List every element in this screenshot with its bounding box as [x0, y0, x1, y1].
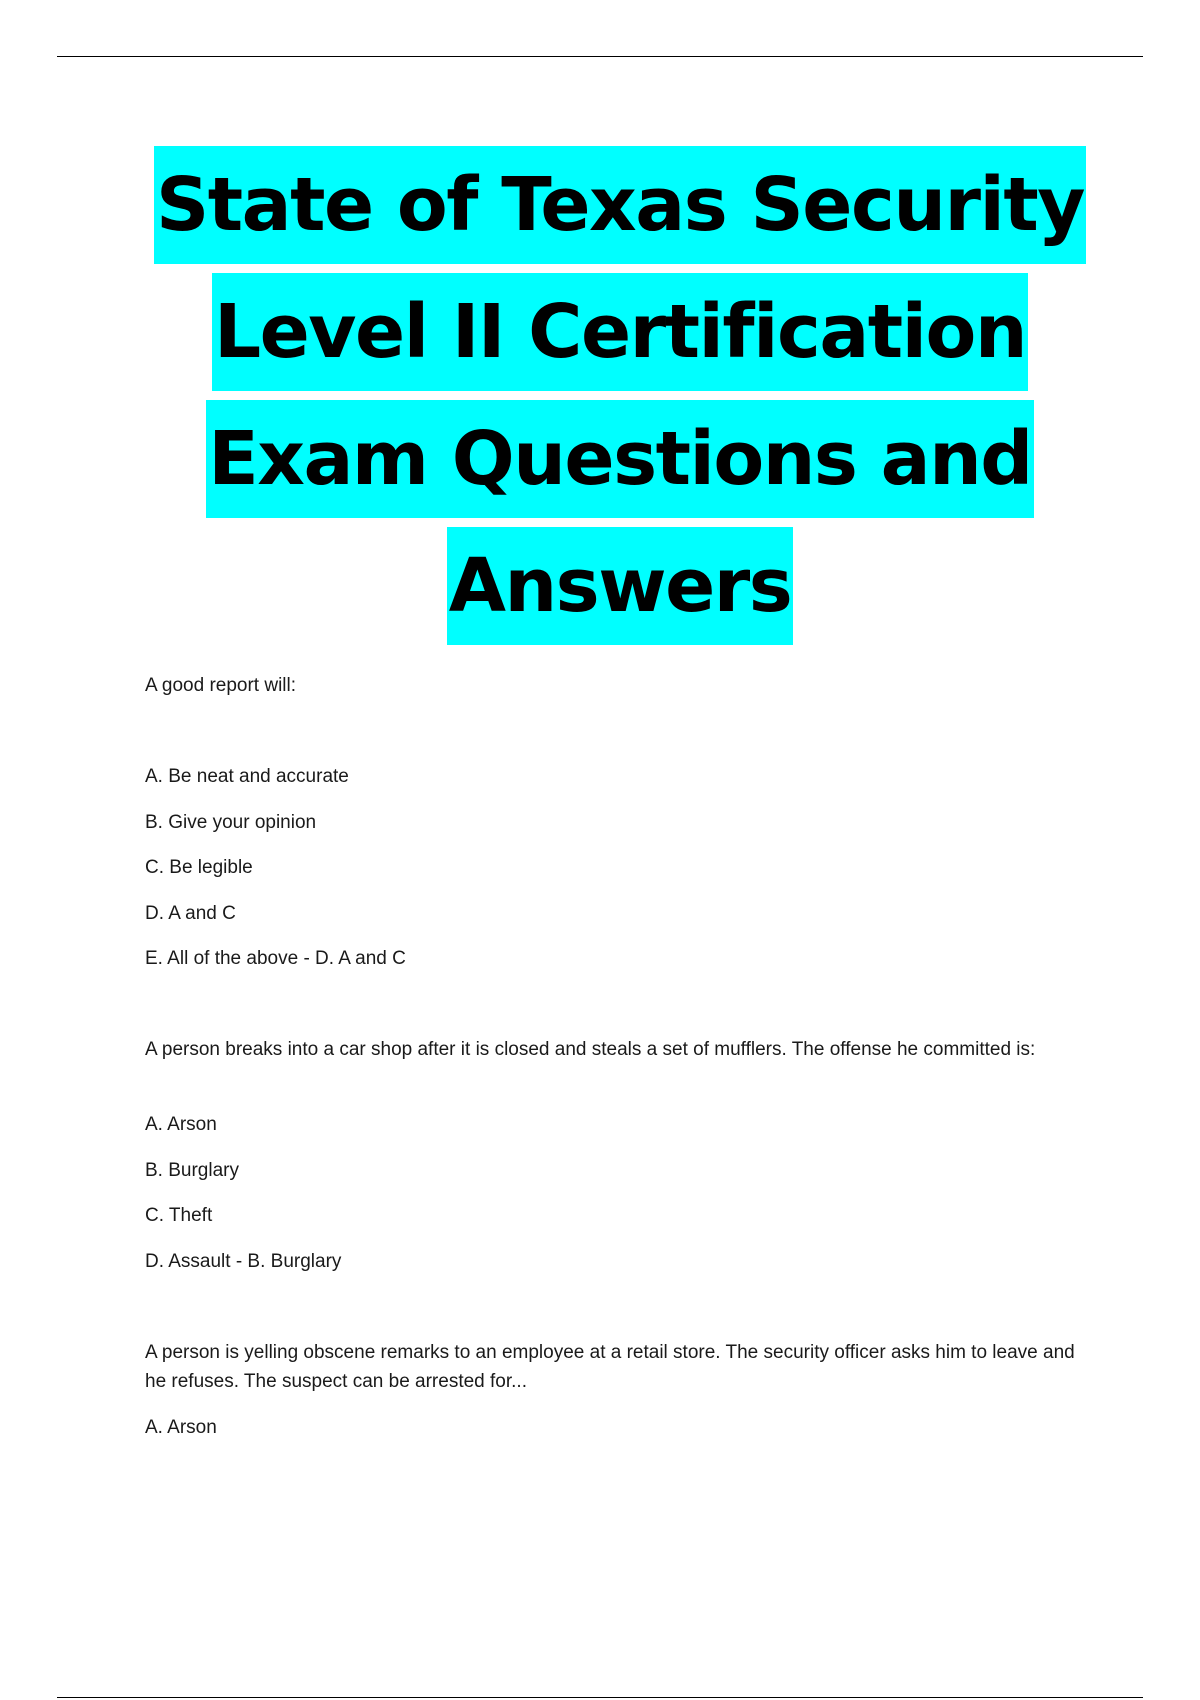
- question-3-prompt: A person is yelling obscene remarks to an employee at a retail store. The security officer asks him to leave and he refuses. The suspect can be arrested for...: [145, 1342, 1075, 1392]
- question-2-option-c: C. Theft: [145, 1205, 213, 1226]
- question-1-prompt: A good report will:: [145, 675, 297, 696]
- question-1-option-b: B. Give your opinion: [145, 812, 317, 833]
- question-2-option-a: A. Arson: [145, 1114, 217, 1135]
- question-2-prompt: A person breaks into a car shop after it is closed and steals a set of mufflers. The offense he committed is:: [145, 1039, 1036, 1060]
- question-1-option-c: C. Be legible: [145, 857, 253, 878]
- question-3-option-a: A. Arson: [145, 1417, 217, 1438]
- question-1-option-e-answer: E. All of the above - D. A and C: [145, 948, 406, 969]
- footer-rule: [57, 1697, 1143, 1698]
- question-1-option-a: A. Be neat and accurate: [145, 766, 349, 787]
- question-1-option-d: D. A and C: [145, 903, 236, 924]
- question-2-option-b: B. Burglary: [145, 1160, 239, 1181]
- title-line-2: Level II Certification: [212, 273, 1028, 391]
- title-line-4: Answers: [447, 527, 794, 645]
- title-line-1: State of Texas Security: [154, 146, 1086, 264]
- title-line-3: Exam Questions and: [206, 400, 1034, 518]
- question-2-option-d-answer: D. Assault - B. Burglary: [145, 1251, 342, 1272]
